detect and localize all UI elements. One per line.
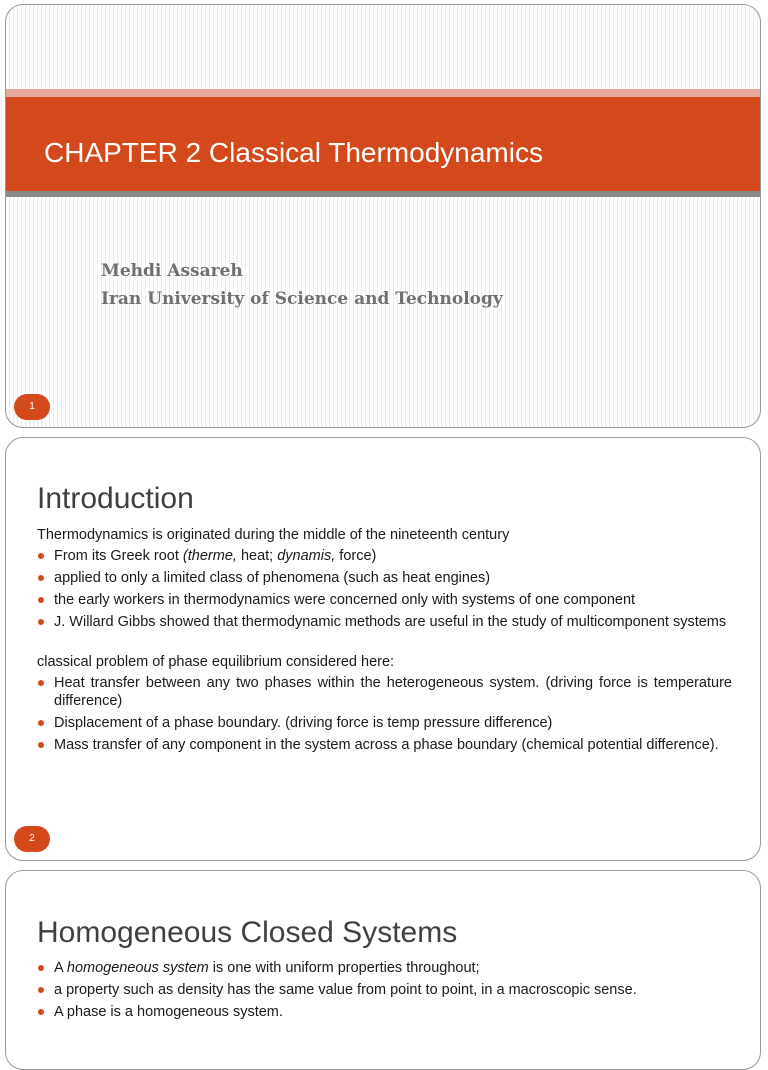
title-band <box>6 89 760 199</box>
author-name: Mehdi Assareh <box>101 261 243 281</box>
slide-3 <box>5 870 761 1070</box>
list-item: Mass transfer of any component in the system across a phase boundary (chemical potential difference). <box>37 736 732 754</box>
slide-body <box>37 526 732 758</box>
list-item: From its Greek root (therme, heat; dynamis, force) <box>37 547 732 565</box>
bullet-icon <box>38 720 44 726</box>
list-item: J. Willard Gibbs showed that thermodynamic methods are useful in the study of multicomponent systems <box>37 613 732 631</box>
bullet-icon <box>38 553 44 559</box>
bullet-icon <box>38 619 44 625</box>
slide-heading: Homogeneous Closed Systems <box>37 916 458 949</box>
bullet-icon <box>38 965 44 971</box>
page-number-badge: 1 <box>14 394 50 420</box>
bullet-list <box>37 959 732 1021</box>
subtitle-block <box>101 257 503 313</box>
list-item: Heat transfer between any two phases within the heterogeneous system. (driving force is temperature difference) <box>37 674 732 710</box>
page-number-badge: 2 <box>14 826 50 852</box>
list-item: applied to only a limited class of phenomena (such as heat engines) <box>37 569 732 587</box>
intro-line: Thermodynamics is originated during the middle of the nineteenth century <box>37 527 510 543</box>
title-band-top-stripe <box>6 89 760 97</box>
slide-1 <box>5 4 761 428</box>
bullet-icon <box>38 742 44 748</box>
list-item: A phase is a homogeneous system. <box>37 1003 732 1021</box>
slide-heading: Introduction <box>37 482 194 515</box>
bullet-icon <box>38 987 44 993</box>
slide-2 <box>5 437 761 861</box>
author-affiliation: Iran University of Science and Technology <box>101 289 503 309</box>
list-item: the early workers in thermodynamics were concerned only with systems of one component <box>37 591 732 609</box>
bullet-list-intro <box>37 547 732 631</box>
list-item: a property such as density has the same value from point to point, in a macroscopic sense. <box>37 981 732 999</box>
bullet-icon <box>38 1009 44 1015</box>
list-item: A homogeneous system is one with uniform properties throughout; <box>37 959 732 977</box>
slide-body <box>37 959 732 1025</box>
bullet-icon <box>38 575 44 581</box>
title-band-main <box>6 97 760 191</box>
problem-line: classical problem of phase equilibrium considered here: <box>37 654 395 670</box>
title-band-bottom-stripe <box>6 191 760 197</box>
list-item: Displacement of a phase boundary. (driving force is temp pressure difference) <box>37 714 732 732</box>
bullet-icon <box>38 680 44 686</box>
chapter-title: CHAPTER 2 Classical Thermodynamics <box>44 137 543 168</box>
bullet-icon <box>38 597 44 603</box>
bullet-list-problems <box>37 674 732 754</box>
